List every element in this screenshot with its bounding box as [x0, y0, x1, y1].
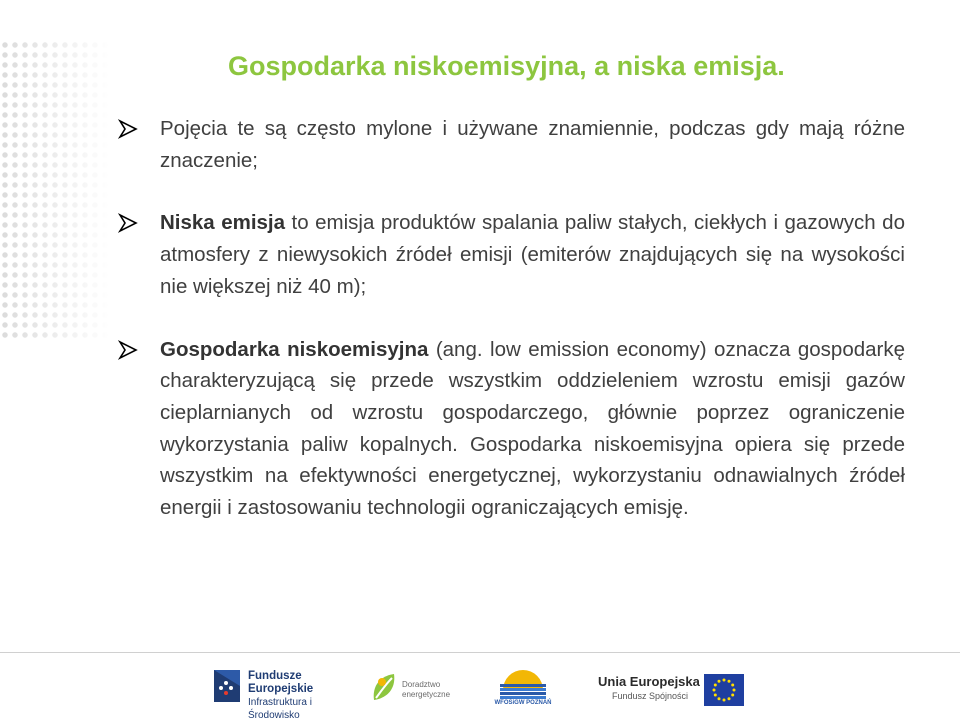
de-line2: energetyczne: [402, 690, 451, 699]
footer-divider: [0, 652, 960, 653]
de-line1: Doradztwo: [402, 680, 441, 689]
fe-line1: Fundusze: [248, 670, 302, 682]
bullet-term: Niska emisja: [160, 211, 286, 235]
ue-title: Unia Europejska: [598, 674, 700, 689]
bullet-item: [118, 113, 905, 176]
eu-flag-icon: [704, 674, 744, 706]
wfosigw-emblem-icon: [494, 666, 552, 700]
bullet-item: [118, 334, 905, 524]
arrow-bullet-icon: [118, 213, 138, 233]
wfosigw-label: WFOŚiGW POZNAŃ: [494, 700, 552, 706]
de-text: [402, 680, 450, 700]
bullet-text: [160, 207, 905, 302]
fe-emblem-icon: [212, 666, 244, 706]
arrow-bullet-icon: [118, 119, 138, 139]
fe-line3: Infrastruktura i Środowisko: [248, 697, 312, 721]
arrow-bullet-icon: [118, 340, 138, 360]
slide-title: Gospodarka niskoemisyjna, a niska emisja.: [228, 51, 785, 81]
bullet-text: [160, 334, 905, 524]
bullet-text-body: Pojęcia te są często mylone i używane znamiennie, podczas gdy mają różne znaczenie;: [160, 117, 905, 172]
fe-line2: Europejskie: [248, 683, 314, 695]
bullet-text-body: to emisja produktów spalania paliw stałych, ciekłych i gazowych do atmosfery z niewysokich źródeł emisji (emiterów znajdujących się na wysokości nie większej niż 40 m);: [160, 211, 905, 298]
decorative-dot-pattern: [0, 40, 110, 340]
leaf-emblem-icon: [370, 670, 400, 706]
bullet-term: Gospodarka niskoemisyjna: [160, 337, 429, 361]
bullet-item: [118, 207, 905, 302]
bullet-text-body: (ang. low emission economy) oznacza gospodarkę charakteryzującą się przede wszystkim oddzieleniem wzrostu emisji gazów cieplarnianych od wzrostu gospodarczego, głównie poprzez ograniczenie wykorzystania paliw kopalnych. Gospodarka niskoemisyjna opiera się przede wszystkim na efektywności energetycznej, wykorzystaniu odnawialnych źródeł energii i zastosowaniu technologii ograniczających emisję.: [160, 337, 906, 520]
fundusze-europejskie-logo: [212, 664, 344, 721]
fe-text: [248, 670, 344, 722]
bullet-list: [118, 113, 905, 555]
bullet-text: [160, 113, 905, 176]
unia-europejska-logo: [598, 672, 748, 708]
ue-subtitle: Fundusz Spójności: [612, 691, 689, 701]
doradztwo-energetyczne-logo: [370, 668, 450, 708]
wfosigw-logo: [494, 666, 552, 710]
